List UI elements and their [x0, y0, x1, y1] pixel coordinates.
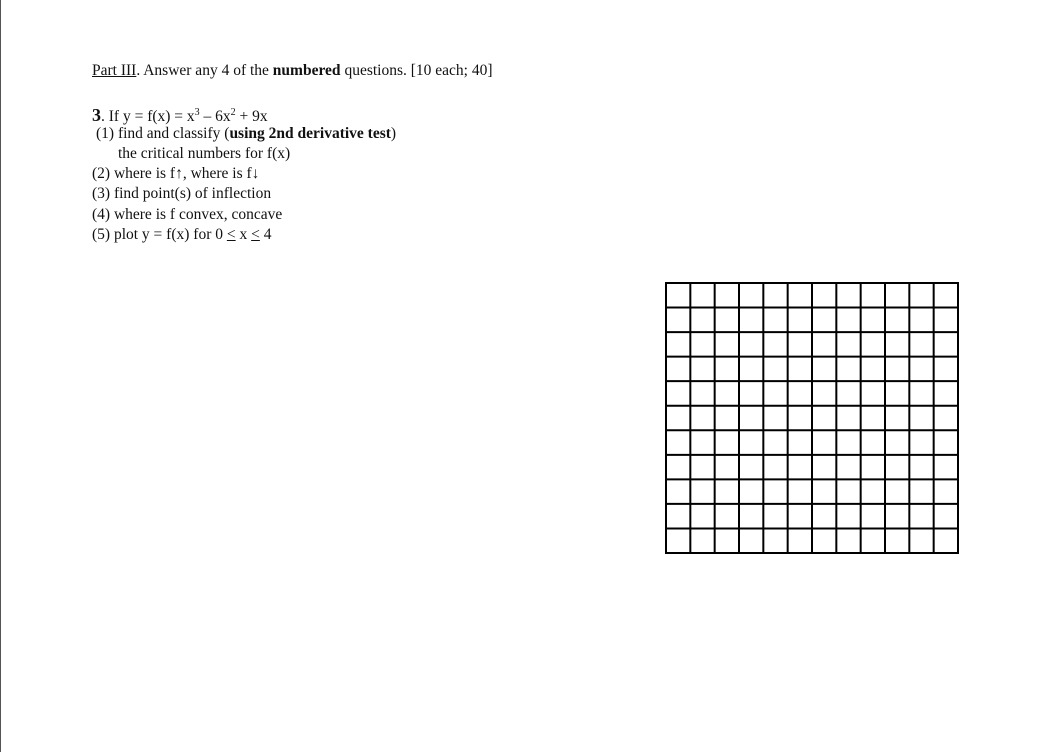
question-stem [92, 104, 268, 126]
question-stem-pre: . If y = f(x) = x [101, 108, 195, 126]
question-item-3: (3) find point(s) of inflection [92, 185, 272, 202]
part-instruction [92, 62, 493, 80]
question-item-2: (2) where is f↑, where is f↓ [92, 165, 260, 182]
item-5-text-pre: (5) plot y = f(x) for 0 [92, 226, 227, 243]
exponent-2: 2 [230, 107, 236, 118]
question-item-1 [96, 125, 396, 143]
item-5-le-symbol-2: < [251, 226, 260, 243]
item-5-text-mid: x [235, 226, 252, 243]
instruction-text-post: questions. [10 each; 40] [340, 62, 493, 79]
instruction-text-pre: . Answer any 4 of the [136, 62, 273, 79]
item-1-emphasis: using 2nd derivative test [229, 125, 391, 142]
question-stem-post: + 9x [235, 108, 268, 126]
question-item-4: (4) where is f convex, concave [92, 206, 283, 223]
question-stem-mid: – 6x [199, 108, 231, 126]
item-5-text-post: 4 [259, 226, 272, 243]
part-label: Part III [92, 62, 137, 79]
item-1-text-pre: (1) find and classify ( [96, 125, 230, 142]
question-item-1-continued: the critical numbers for f(x) [118, 145, 291, 162]
graph-paper-grid [665, 282, 959, 554]
item-1-text-post: ) [390, 125, 397, 142]
question-item-5 [92, 226, 272, 244]
question-number: 3 [92, 105, 101, 126]
item-5-le-symbol-1: < [226, 226, 236, 243]
instruction-emphasis: numbered [272, 62, 341, 79]
exponent-3: 3 [194, 107, 200, 118]
